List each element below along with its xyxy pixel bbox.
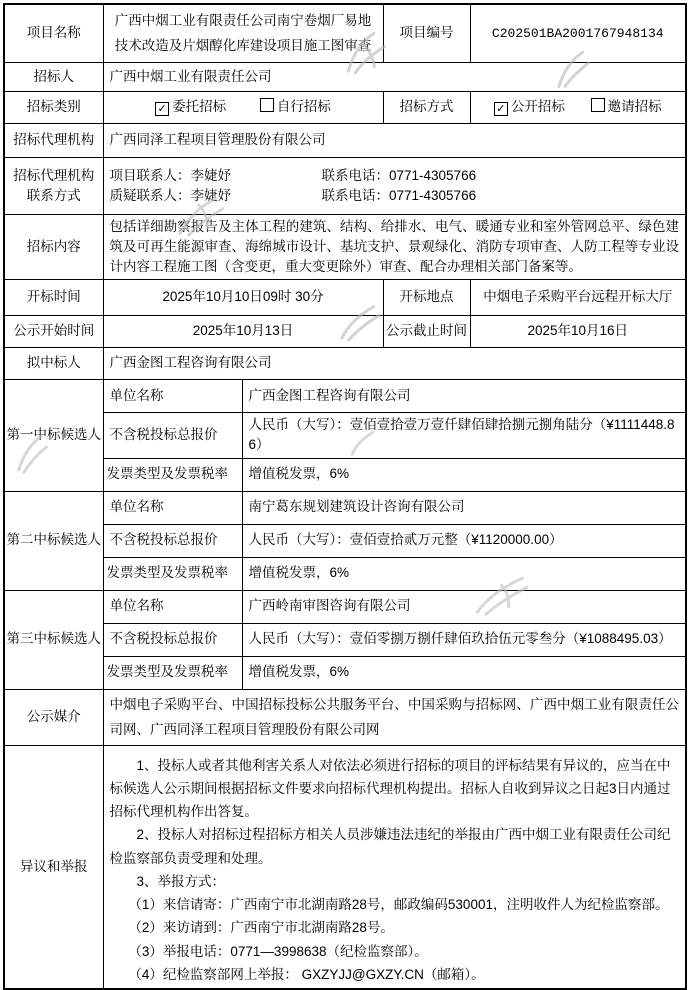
candidate-1-price-label: 不含税投标总报价 xyxy=(103,413,242,459)
option-label: 委托招标 xyxy=(172,99,227,115)
project-name-label: 项目名称 xyxy=(4,4,103,63)
publicity-end-label: 公示截止时间 xyxy=(383,316,470,348)
project-contact-phone: 联系电话：0771-4305766 xyxy=(321,167,477,183)
publicity-end-value: 2025年10月16日 xyxy=(470,316,686,348)
objection-paragraph-1: 1、投标人或者其他利害关系人对依法必须进行招标的项目的评标结果有异议的，应当在中标候选人公示期间根据招标文件要求向招标代理机构提出。招标人自收到异议之日起3日内通过招标代理机构作出答复。 xyxy=(109,757,671,820)
candidate-3-price-value: 人民币（大写）：壹佰零捌万捌仟肆佰玖拾伍元零叁分（¥1088495.03） xyxy=(242,623,686,656)
candidate-2-invoice-label: 发票类型及发票税率 xyxy=(103,557,242,590)
candidate-1-invoice-value: 增值税发票，6% xyxy=(242,458,686,491)
tender-content-label: 招标内容 xyxy=(4,215,103,280)
report-method-visit: （2）来访请到：广西南宁市北湖南路28号。 xyxy=(128,920,394,936)
tender-method-options xyxy=(470,92,686,124)
tender-publicity-document xyxy=(0,3,690,982)
query-contact-line xyxy=(110,186,680,206)
candidate-2-invoice-value: 增值税发票，6% xyxy=(242,557,686,590)
bid-opening-place-label: 开标地点 xyxy=(383,280,470,316)
unchecked-checkbox-icon xyxy=(591,98,605,112)
publicity-start-label: 公示开始时间 xyxy=(4,316,103,348)
candidate-1-name-value: 广西金图工程咨询有限公司 xyxy=(242,380,686,413)
project-contact-line xyxy=(110,166,680,186)
project-contact-person: 项目联系人：李婕妤 xyxy=(109,167,231,183)
tender-result-table xyxy=(3,3,687,990)
bid-opening-place-value: 中烟电子采购平台远程开标大厅 xyxy=(470,280,686,316)
bid-opening-time-value: 2025年10月10日09时 30分 xyxy=(103,280,383,316)
agency-contact-label xyxy=(4,158,103,215)
candidate-1-name-label: 单位名称 xyxy=(103,380,242,413)
candidate-3-invoice-label: 发票类型及发票税率 xyxy=(103,656,242,689)
agency-value: 广西同泽工程项目管理股份有限公司 xyxy=(103,124,686,158)
query-contact-phone: 联系电话：0771-4305766 xyxy=(321,188,477,203)
candidate-3-price-label: 不含税投标总报价 xyxy=(103,623,242,656)
agency-contact-label-line2: 联系方式 xyxy=(26,188,81,203)
report-method-mail: （1）来信请寄：广西南宁市北湖南路28号，邮政编码530001，注明收件人为纪检监察部。 xyxy=(128,897,669,913)
candidate-2-price-label: 不含税投标总报价 xyxy=(103,524,242,557)
candidate-2-name-value: 南宁葛东规划建筑设计咨询有限公司 xyxy=(242,491,686,524)
tender-method-label: 招标方式 xyxy=(383,92,470,124)
candidate-3-name-value: 广西岭南审图咨询有限公司 xyxy=(242,590,686,623)
candidate-2-name-label: 单位名称 xyxy=(103,491,242,524)
project-number-value: C202501BA2001767948134 xyxy=(470,4,686,63)
option-label: 邀请招标 xyxy=(607,99,662,115)
publicity-media-value: 中烟电子采购平台、中国招标投标公共服务平台、中国采购与招标网、广西中烟工业有限责任公司网、广西同泽工程项目管理股份有限公司网 xyxy=(103,689,686,745)
unchecked-checkbox-icon xyxy=(260,98,274,112)
candidate-3-invoice-value: 增值税发票，6% xyxy=(242,656,686,689)
tender-category-options xyxy=(103,92,383,124)
checkbox-self-tender xyxy=(260,99,331,114)
tenderer-value: 广西中烟工业有限责任公司 xyxy=(103,63,686,92)
tenderer-label: 招标人 xyxy=(4,63,103,92)
candidate-2-price-value: 人民币（大写）：壹佰壹拾贰万元整（¥1120000.00） xyxy=(242,524,686,557)
query-contact-person: 质疑联系人：李婕妤 xyxy=(109,188,231,203)
publicity-media-label: 公示媒介 xyxy=(4,689,103,745)
tender-content-value: 包括详细勘察报告及主体工程的建筑、结构、给排水、电气、暖通专业和室外管网总平、绿色建筑及可再生能源审查、海绵城市设计、基坑支护、景观绿化、消防专项审查、人防工程等专业设计内容工程施工图（含变更，重大变更除外）审查、配合办理相关部门备案等。 xyxy=(103,215,686,280)
candidate-3-section-label: 第三中标候选人 xyxy=(4,590,103,689)
project-number-label: 项目编号 xyxy=(383,4,470,63)
report-method-phone: （3）举报电话：0771—3998638（纪检监察部）。 xyxy=(128,943,428,959)
candidate-2-section-label: 第二中标候选人 xyxy=(4,491,103,590)
candidate-1-price-value: 人民币（大写）：壹佰壹拾壹万壹仟肆佰肆拾捌元捌角陆分（¥1111448.86） xyxy=(242,413,686,459)
option-label: 公开招标 xyxy=(510,99,565,115)
objection-paragraph-3: 3、举报方式： xyxy=(136,873,226,889)
checked-checkbox-icon: ✓ xyxy=(494,102,508,116)
option-label: 自行招标 xyxy=(276,99,331,115)
report-method-email: （4）纪检监察部网上举报： GXZYJJ@GXZY.CN（邮箱）。 xyxy=(128,966,485,982)
checked-checkbox-icon: ✓ xyxy=(155,102,169,116)
checkbox-invited-tender xyxy=(591,99,662,114)
objection-report-value xyxy=(103,745,686,989)
agency-contact-label-line1: 招标代理机构 xyxy=(13,167,95,183)
tender-category-label: 招标类别 xyxy=(4,92,103,124)
checkbox-open-tender xyxy=(494,99,565,114)
candidate-1-section-label: 第一中标候选人 xyxy=(4,380,103,492)
candidate-1-invoice-label: 发票类型及发票税率 xyxy=(103,458,242,491)
candidate-3-name-label: 单位名称 xyxy=(103,590,242,623)
proposed-winner-value: 广西金图工程咨询有限公司 xyxy=(103,348,686,380)
publicity-start-value: 2025年10月13日 xyxy=(103,316,383,348)
checkbox-delegated-tender xyxy=(155,99,226,114)
project-name-value: 广西中烟工业有限责任公司南宁卷烟厂易地技术改造及片烟醇化库建设项目施工图审查 xyxy=(103,4,383,63)
bid-opening-time-label: 开标时间 xyxy=(4,280,103,316)
proposed-winner-label: 拟中标人 xyxy=(4,348,103,380)
agency-label: 招标代理机构 xyxy=(4,124,103,158)
objection-paragraph-2: 2、投标人对招标过程招标方相关人员涉嫌违法违纪的举报由广西中烟工业有限责任公司纪检监察部负责受理和处理。 xyxy=(109,827,671,866)
objection-report-label: 异议和举报 xyxy=(4,745,103,989)
agency-contact-value xyxy=(103,158,686,215)
